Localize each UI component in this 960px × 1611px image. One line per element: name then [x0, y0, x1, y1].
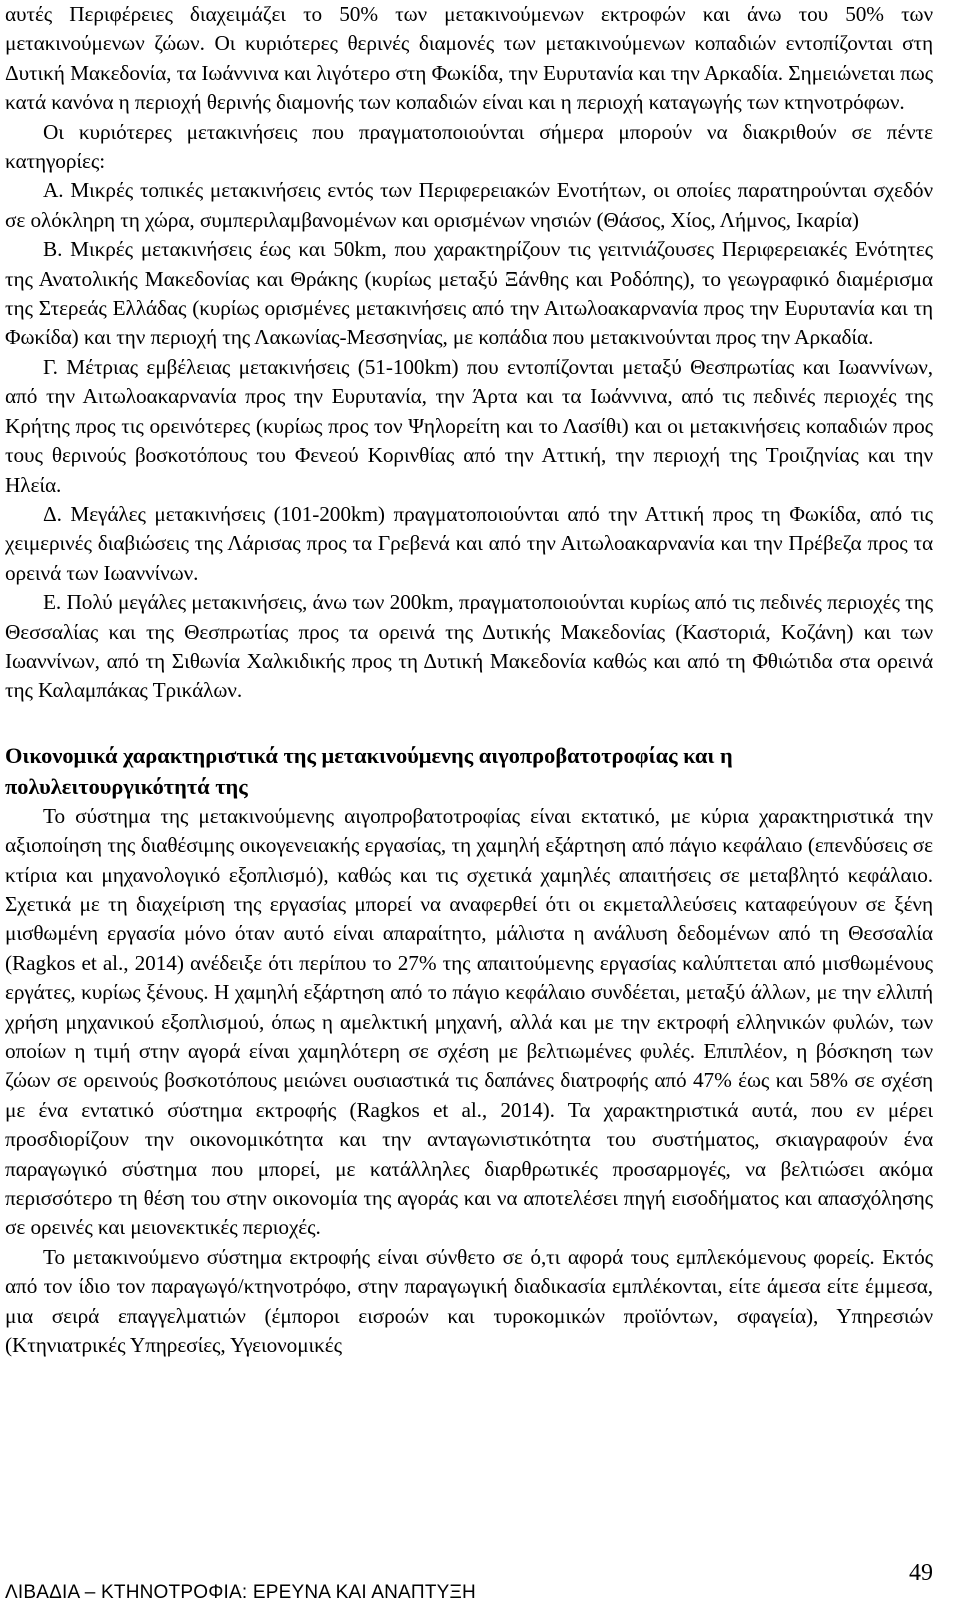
paragraph-category-e: Ε. Πολύ μεγάλες μετακινήσεις, άνω των 200km, πραγματοποιούνται κυρίως από τις πεδινές περιοχές της Θεσσαλίας και της Θεσπρωτίας προς τα ορεινά της Δυτικής Μακεδονίας (Καστοριά, Κοζάνη) και των Ιωαννίνων, από τη Σιθωνία Χαλκιδικής προς τη Δυτική Μακεδονία καθώς και από τη Φθιώτιδα στα ορεινά της Καλαμπάκας Τρικάλων. — [5, 590, 933, 703]
page-number: 49 — [909, 1560, 933, 1586]
paragraph-category-d: Δ. Μεγάλες μετακινήσεις (101-200km) πραγματοποιούνται από την Αττική προς τη Φωκίδα, από τις χειμερινές διαβιώσεις της Λάρισας προς τα Γρεβενά και από την Αιτωλοακαρνανία και την Πρέβεζα προς τα ορεινά των Ιωαννίνων. — [5, 501, 933, 585]
section-heading: Οικονομικά χαρακτηριστικά της μετακινούμενης αιγοπροβατοτροφίας και η πολυλειτουργικότητά της — [5, 742, 733, 799]
paragraph-continuation: αυτές Περιφέρειες διαχειμάζει το 50% των μετακινούμενων εκτροφών και άνω του 50% των μετακινούμενων ζώων. Οι κυριότερες θερινές διαμονές των μετακινούμενων κοπαδιών εντοπίζονται στη Δυτική Μακεδονία, τα Ιωάννινα και λιγότερο στη Φωκίδα, την Ευρυτανία και την Αρκαδία. Σημειώνεται πως κατά κανόνα η περιοχή θερινής διαμονής των κοπαδιών είναι και η περιοχή καταγωγής των κτηνοτρόφων. — [5, 2, 933, 115]
paragraph-category-b: Β. Μικρές μετακινήσεις έως και 50km, που χαρακτηρίζουν τις γειτνιάζουσες Περιφερειακές Ενότητες της Ανατολικής Μακεδονίας και Θράκης (κυρίως μεταξύ Ξάνθης και Ροδόπης), το γεωγραφικό διαμέρισμα της Στερεάς Ελλάδας (κυρίως ορισμένες μετακινήσεις από την Αιτωλοακαρνανία προς την Ευρυτανία και τη Φωκίδα) και την περιοχή της Λακωνίας-Μεσσηνίας, με κοπάδια που μετακινούνται προς την Αρκαδία. — [5, 237, 933, 350]
paragraph-category-a: Α. Μικρές τοπικές μετακινήσεις εντός των Περιφερειακών Ενοτήτων, οι οποίες παρατηρούνται σχεδόν σε ολόκληρη τη χώρα, συμπεριλαμβανομένων και ορισμένων νησιών (Θάσος, Χίος, Λήμνος, Ικαρία) — [5, 178, 933, 232]
paragraph-stakeholders: Το μετακινούμενο σύστημα εκτροφής είναι σύνθετο σε ό,τι αφορά τους εμπλεκόμενους φορείς. Εκτός από τον ίδιο τον παραγωγό/κτηνοτρόφο, στην παραγωγική διαδικασία εμπλέκονται, είτε άμεσα είτε έμμεσα, μια σειρά επαγγελματιών (έμποροι εισροών και τυροκομικών προϊόντων, σφαγεία), Υπηρεσιών (Κτηνιατρικές Υπηρεσίες, Υγειονομικές — [5, 1244, 933, 1358]
paragraph-category-c: Γ. Μέτριας εμβέλειας μετακινήσεις (51-100km) που εντοπίζονται μεταξύ Θεσπρωτίας και Ιωαννίνων, από την Αιτωλοακαρνανία προς την Ευρυτανία, την Άρτα και τα Ιωάννινα, από τις πεδινές περιοχές της Κρήτης προς τις ορεινότερες (κυρίως προς τον Ψηλορείτη και το Λασίθι) και οι μετακινήσεις κοπαδιών προς τους θερινούς βοσκοτόπους του Φενεού Κορινθίας από την Αττική, την περιοχή της Τροιζηνίας και την Ηλεία. — [5, 354, 933, 497]
paragraph-economic-characteristics: Το σύστημα της μετακινούμενης αιγοπροβατοτροφίας είναι εκτατικό, με κύρια χαρακτηριστικά την αξιοποίηση της διαθέσιμης οικογενειακής εργασίας, τη χαμηλή εξάρτηση από πάγιο κεφάλαιο (επενδύσεις σε κτίρια και μηχανολογικό εξοπλισμό), καθώς και τις σχετικά χαμηλές απαιτήσεις σε μεταβλητό κεφάλαιο. Σχετικά με τη διαχείριση της εργασίας μπορεί να αναφερθεί ότι οι εκμεταλλεύσεις καταφεύγουν σε ξένη μισθωμένη εργασία μόνο όταν αυτό είναι απαραίτητο, μάλιστα η ανάλυση δεδομένων από τη Θεσσαλία (Ragkos et al., 2014) ανέδειξε ότι περίπου το 27% της απαιτούμενης εργασίας καλύπτεται από μισθωμένους εργάτες, κυρίως ξένους. Η χαμηλή εξάρτηση από το πάγιο κεφάλαιο συνδέεται, μεταξύ άλλων, με την ελλιπή χρήση μηχανικού εξοπλισμού, όπως η αμελκτική μηχανή, αλλά και με την εκτροφή ελληνικών φυλών, των οποίων η τιμή στην αγορά είναι χαμηλότερη σε σχέση με βελτιωμένες φυλές. Επιπλέον, η βόσκηση των ζώων σε ορεινούς βοσκοτόπους μειώνει ουσιαστικά τις δαπάνες διατροφής από 47% έως και 58% σε σχέση με ένα εντατικό σύστημα εκτροφής (Ragkos et al., 2014). Τα χαρακτηριστικά αυτά, που εν μέρει προσδιορίζουν την οικονομικότητα και την ανταγωνιστικότητα του συστήματος, σκιαγραφούν ένα παραγωγικό σύστημα που μπορεί, με κατάλληλες διαρθρωτικές προσαρμογές, να βελτιώσει ακόμα περισσότερο τη θέση του στην οικονομία της αγοράς και να αποτελέσει πηγή εισοδήματος και απασχόλησης σε ορεινές και μειονεκτικές περιοχές. — [5, 803, 933, 1240]
paragraph-categories-intro: Οι κυριότερες μετακινήσεις που πραγματοποιούνται σήμερα μπορούν να διακριθούν σε πέντε κατηγορίες: — [5, 119, 933, 174]
running-footer: ΛΙΒΑΔΙΑ – ΚΤΗΝΟΤΡΟΦΙΑ: ΕΡΕΥΝΑ ΚΑΙ ΑΝΑΠΤΥΞΗ — [5, 1582, 476, 1603]
page-content — [5, 0, 933, 1360]
